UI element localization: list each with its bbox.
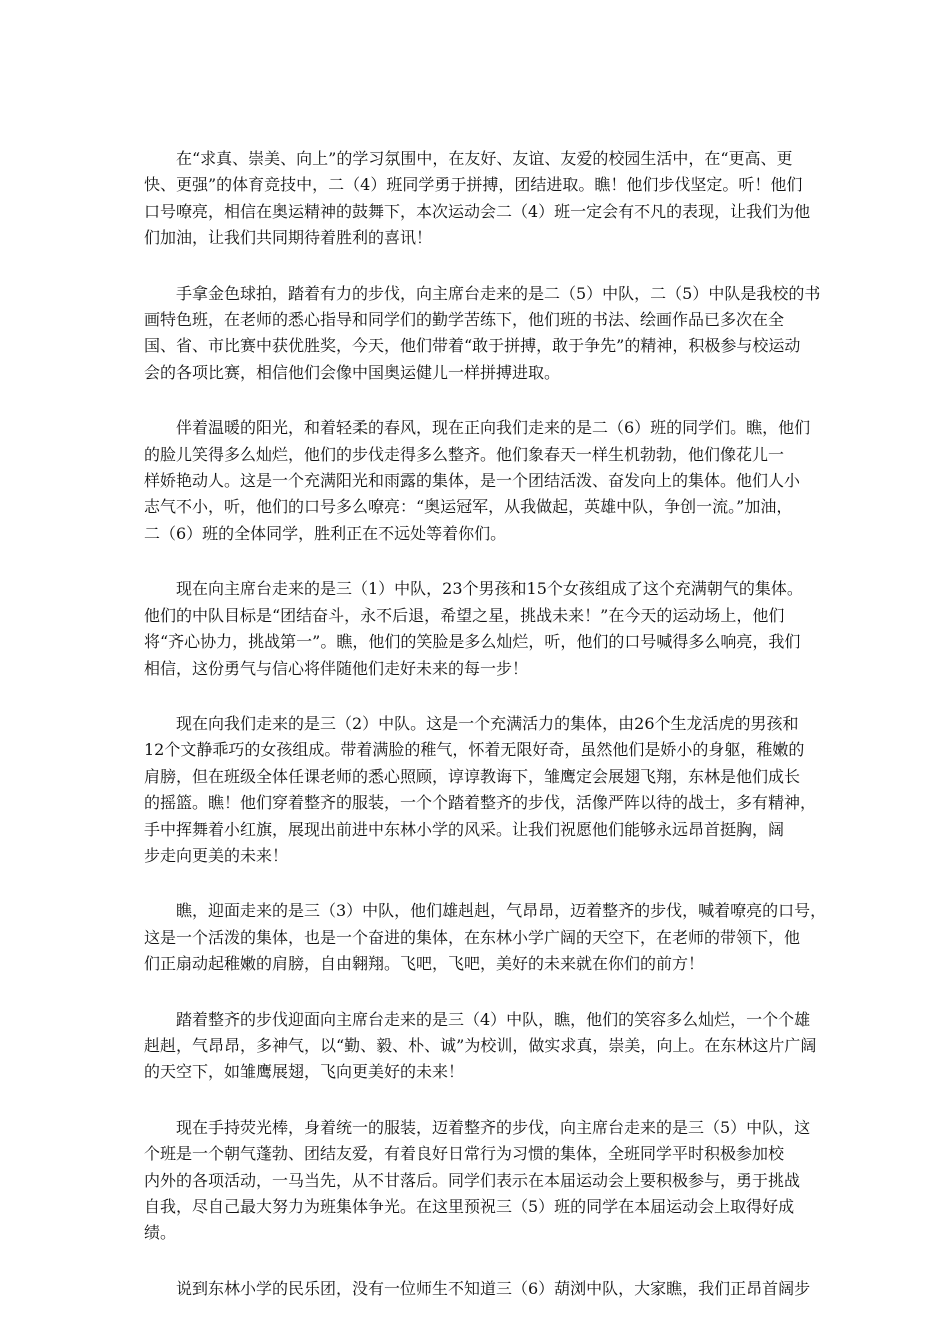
text-line: 将“齐心协力，挑战第一”。瞧，他们的笑脸是多么灿烂，听，他们的口号喊得多么响亮，我们 — [144, 632, 801, 652]
text-line: 伴着温暖的阳光，和着轻柔的春风，现在正向我们走来的是二（6）班的同学们。瞧，他们 — [176, 418, 811, 438]
text-line: 二（6）班的全体同学，胜利正在不远处等着你们。 — [144, 523, 507, 543]
text-line: 现在向主席台走来的是三（1）中队，23个男孩和15个女孩组成了这个充满朝气的集体。 — [176, 579, 803, 599]
text-line: 说到东林小学的民乐团，没有一位师生不知道三（6）葫浏中队，大家瞧，我们正昂首阔步 — [176, 1278, 811, 1298]
paragraph-class-2-5 — [144, 281, 821, 387]
text-line: 绩。 — [144, 1223, 177, 1243]
text-line: 画特色班，在老师的悉心指导和同学们的勤学苦练下，他们班的书法、绘画作品已多次在全 — [144, 310, 785, 330]
text-line: 12个文静乖巧的女孩组成。带着满脸的稚气，怀着无限好奇，虽然他们是娇小的身躯，稚嫩的 — [144, 740, 805, 760]
text-line: 瞧，迎面走来的是三（3）中队，他们雄赳赳，气昂昂，迈着整齐的步伐，喊着嘹亮的口号， — [176, 901, 827, 921]
text-line: 的摇篮。瞧！他们穿着整齐的服装，一个个踏着整齐的步伐，活像严阵以待的战士，多有精神， — [144, 793, 817, 813]
text-line: 在“求真、崇美、向上”的学习氛围中，在友好、友谊、友爱的校园生活中，在“更高、更 — [176, 149, 793, 168]
text-line: 现在向我们走来的是三（2）中队。这是一个充满活力的集体，由26个生龙活虎的男孩和 — [176, 713, 799, 733]
text-line: 的天空下，如雏鹰展翅，飞向更美好的未来！ — [144, 1062, 465, 1082]
text-line: 快、更强”的体育竞技中，二（4）班同学勇于拼搏，团结进取。瞧！他们步伐坚定。听！他们 — [144, 175, 803, 195]
text-line: 现在手持荧光棒，身着统一的服装，迈着整齐的步伐，向主席台走来的是三（5）中队，这 — [176, 1117, 811, 1137]
text-line: 的脸儿笑得多么灿烂，他们的步伐走得多么整齐。他们象春天一样生机勃勃，他们像花儿一 — [144, 444, 785, 464]
paragraph-class-3-5 — [144, 1115, 810, 1247]
text-line: 他们的中队目标是“团结奋斗，永不后退，希望之星，挑战未来！”在今天的运动场上，他们 — [144, 605, 785, 625]
text-line: 踏着整齐的步伐迎面向主席台走来的是三（4）中队，瞧，他们的笑容多么灿烂，一个个雄 — [176, 1009, 811, 1029]
text-line: 们加油，让我们共同期待着胜利的喜讯！ — [144, 228, 433, 248]
paragraph-class-3-2 — [144, 711, 817, 869]
paragraph-class-2-4 — [144, 146, 810, 252]
text-line: 口号嘹亮，相信在奥运精神的鼓舞下，本次运动会二（4）班一定会有不凡的表现，让我们为他 — [144, 201, 811, 221]
text-line: 国、省、市比赛中获优胜奖，今天，他们带着“敢于拼搏，敢于争先”的精神，积极参与校运动 — [144, 336, 801, 356]
text-line: 自我，尽自己最大努力为班集体争光。在这里预祝三（5）班的同学在本届运动会上取得好成 — [144, 1197, 795, 1216]
text-line: 志气不小，听，他们的口号多么嘹亮：“奥运冠军，从我做起，英雄中队，争创一流。”加油， — [144, 497, 793, 517]
text-line: 步走向更美的未来！ — [144, 845, 289, 865]
text-line: 内外的各项活动，一马当先，从不甘落后。同学们表示在本届运动会上要积极参与，勇于挑战 — [144, 1170, 801, 1190]
text-line: 肩膀，但在班级全体任课老师的悉心照顾，谆谆教诲下，雏鹰定会展翅飞翔，东林是他们成长 — [144, 766, 801, 786]
text-line: 们正扇动起稚嫩的肩膀，自由翱翔。飞吧，飞吧，美好的未来就在你们的前方！ — [144, 954, 705, 974]
text-line: 样娇艳动人。这是一个充满阳光和雨露的集体，是一个团结活泼、奋发向上的集体。他们人小 — [144, 471, 801, 491]
paragraph-class-3-6 — [144, 1276, 810, 1302]
text-line: 这是一个活泼的集体，也是一个奋进的集体，在东林小学广阔的天空下，在老师的带领下，他 — [144, 927, 801, 947]
text-line: 手拿金色球拍，踏着有力的步伐，向主席台走来的是二（5）中队，二（5）中队是我校的书 — [176, 283, 821, 303]
text-line: 相信，这份勇气与信心将伴随他们走好未来的每一步！ — [144, 658, 529, 678]
text-line: 会的各项比赛，相信他们会像中国奥运健儿一样拼搏进取。 — [144, 362, 561, 382]
text-line: 个班是一个朝气蓬勃、团结友爱，有着良好日常行为习惯的集体，全班同学平时积极参加校 — [144, 1144, 785, 1164]
document-page — [144, 146, 827, 1331]
paragraph-class-3-3 — [144, 898, 827, 977]
text-line: 赳赳，气昂昂，多神气，以“勤、毅、朴、诚”为校训，做实求真，崇美，向上。在东林这片广阔 — [144, 1035, 817, 1055]
paragraph-class-3-4 — [144, 1007, 817, 1086]
text-line: 手中挥舞着小红旗，展现出前进中东林小学的风采。让我们祝愿他们能够永远昂首挺胸，阔 — [144, 819, 785, 839]
paragraph-class-3-1 — [144, 576, 810, 682]
paragraph-class-2-6 — [144, 415, 810, 547]
